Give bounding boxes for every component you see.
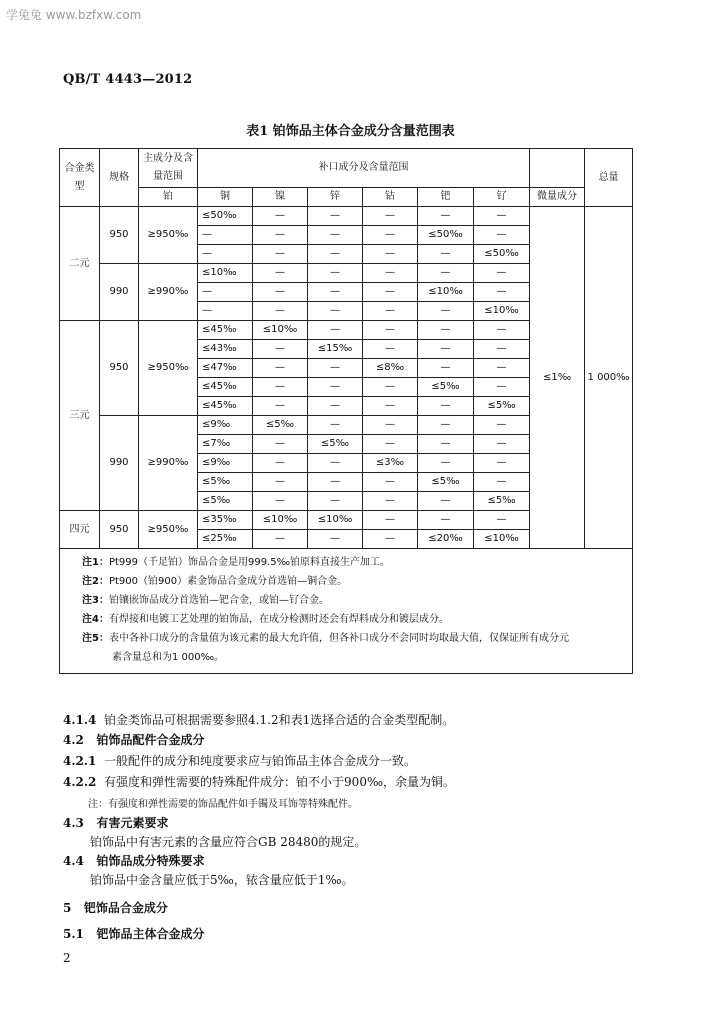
value-cell: — (198, 245, 253, 264)
main-content-cell: ≥950‰ (139, 207, 198, 264)
spec-cell: 990 (100, 264, 139, 321)
value-cell: — (363, 283, 418, 302)
alloy-composition-table (59, 148, 633, 674)
value-cell: ≤20‰ (418, 530, 474, 549)
section-4-3-heading: 4.3 有害元素要求 (63, 816, 169, 830)
value-cell: — (363, 492, 418, 511)
table-row (60, 207, 633, 226)
value-cell: — (474, 340, 530, 359)
value-cell: ≤50‰ (474, 245, 530, 264)
value-cell: — (474, 359, 530, 378)
header-trace: 微量成分 (530, 188, 585, 207)
main-content-cell: ≥990‰ (139, 264, 198, 321)
value-cell: ≤5‰ (308, 435, 363, 454)
value-cell: ≤5‰ (198, 473, 253, 492)
header-ni: 镍 (253, 188, 308, 207)
note-label: 注2： (82, 576, 109, 587)
value-cell: ≤43‰ (198, 340, 253, 359)
header-cu: 铜 (198, 188, 253, 207)
value-cell: — (474, 264, 530, 283)
value-cell: — (363, 245, 418, 264)
note-text: Pt999（千足铂）饰品合金是用999.5‰铂原料直接生产加工。 (108, 557, 391, 568)
value-cell: — (418, 492, 474, 511)
value-cell: ≤5‰ (198, 492, 253, 511)
value-cell: ≤10‰ (198, 264, 253, 283)
value-cell: — (308, 226, 363, 245)
section-4-4-body: 铂饰品中金含量应低于5‰，铱含量应低于1‰。 (90, 873, 354, 887)
section-4-3-body: 铂饰品中有害元素的含量应符合GB 28480的规定。 (90, 835, 367, 849)
value-cell: — (474, 378, 530, 397)
header-trace-top (530, 149, 585, 188)
value-cell: — (363, 207, 418, 226)
value-cell: ≤9‰ (198, 454, 253, 473)
main-content-cell: ≥950‰ (139, 321, 198, 416)
value-cell: — (308, 492, 363, 511)
value-cell: — (253, 435, 308, 454)
value-cell: — (418, 207, 474, 226)
table-note (82, 553, 624, 572)
value-cell: — (363, 340, 418, 359)
trace-cell: ≤1‰ (530, 207, 585, 549)
value-cell: ≤47‰ (198, 359, 253, 378)
value-cell: — (363, 264, 418, 283)
alloy-type-cell: 三元 (60, 321, 100, 511)
value-cell: ≤3‰ (363, 454, 418, 473)
value-cell: — (363, 511, 418, 530)
header-spec: 规格 (100, 149, 139, 207)
note-label: 注5： (82, 633, 109, 644)
note-4-2-2: 注：有强度和弹性需要的饰品配件如手镯及耳饰等特殊配件。 (88, 799, 358, 810)
value-cell: — (253, 207, 308, 226)
section-4-2-1: 4.2.1 一般配件的成分和纯度要求应与铂饰品主体合金成分一致。 (63, 754, 417, 768)
value-cell: — (253, 226, 308, 245)
section-4-2-heading: 4.2 铂饰品配件合金成分 (63, 733, 205, 747)
note-text: 铂镶嵌饰品成分首选铂—钯合金，或铂—钌合金。 (108, 595, 329, 606)
note-text: 有焊接和电镀工艺处理的铂饰品，在成分检测时还会有焊料成分和镀层成分。 (108, 614, 449, 625)
alloy-type-cell: 二元 (60, 207, 100, 321)
value-cell: — (418, 340, 474, 359)
value-cell: — (253, 397, 308, 416)
value-cell: ≤45‰ (198, 378, 253, 397)
value-cell: — (253, 530, 308, 549)
value-cell: — (308, 378, 363, 397)
table-notes (60, 549, 633, 674)
value-cell: ≤7‰ (198, 435, 253, 454)
value-cell: ≤50‰ (198, 207, 253, 226)
value-cell: — (363, 473, 418, 492)
value-cell: — (363, 226, 418, 245)
watermark: 学兔兔 www.bzfxw.com (6, 8, 142, 22)
value-cell: — (418, 321, 474, 340)
value-cell: — (308, 245, 363, 264)
value-cell: — (308, 397, 363, 416)
main-content-cell: ≥990‰ (139, 416, 198, 511)
header-ru: 钌 (474, 188, 530, 207)
value-cell: — (474, 416, 530, 435)
value-cell: ≤5‰ (253, 416, 308, 435)
value-cell: — (363, 302, 418, 321)
main-content-cell: ≥950‰ (139, 511, 198, 549)
value-cell: — (308, 530, 363, 549)
header-co: 钴 (363, 188, 418, 207)
spec-cell: 950 (100, 321, 139, 416)
section-4-2-2: 4.2.2 有强度和弹性需要的特殊配件成分：铂不小于900‰，余量为铜。 (63, 775, 456, 789)
value-cell: — (474, 473, 530, 492)
value-cell: ≤5‰ (474, 492, 530, 511)
spec-cell: 990 (100, 416, 139, 511)
value-cell: ≤45‰ (198, 321, 253, 340)
note-label: 注4： (82, 614, 109, 625)
value-cell: — (198, 302, 253, 321)
header-filler: 补口成分及含量范围 (198, 149, 530, 188)
value-cell: — (363, 416, 418, 435)
value-cell: — (253, 454, 308, 473)
value-cell: — (308, 283, 363, 302)
value-cell: — (363, 397, 418, 416)
value-cell: — (308, 321, 363, 340)
value-cell: ≤9‰ (198, 416, 253, 435)
value-cell: — (363, 321, 418, 340)
value-cell: — (308, 264, 363, 283)
value-cell: ≤35‰ (198, 511, 253, 530)
section-4-4-heading: 4.4 铂饰品成分特殊要求 (63, 854, 205, 868)
value-cell: — (474, 511, 530, 530)
header-alloy-type: 合金类型 (60, 149, 100, 207)
table-note (82, 591, 624, 610)
value-cell: — (418, 416, 474, 435)
value-cell: — (474, 321, 530, 340)
table-note (82, 610, 624, 629)
value-cell: ≤10‰ (308, 511, 363, 530)
value-cell: — (418, 245, 474, 264)
section-5-heading: 5 钯饰品合金成分 (63, 901, 168, 915)
value-cell: — (418, 264, 474, 283)
value-cell: ≤10‰ (474, 530, 530, 549)
value-cell: — (198, 283, 253, 302)
spec-cell: 950 (100, 207, 139, 264)
value-cell: — (308, 359, 363, 378)
note-label: 注3： (82, 595, 109, 606)
value-cell: ≤5‰ (418, 378, 474, 397)
table-title: 表1 铂饰品主体合金成分含量范围表 (246, 124, 455, 139)
value-cell: — (474, 226, 530, 245)
value-cell: ≤5‰ (474, 397, 530, 416)
value-cell: ≤10‰ (474, 302, 530, 321)
value-cell: — (308, 207, 363, 226)
value-cell: — (474, 207, 530, 226)
value-cell: — (308, 302, 363, 321)
value-cell: — (418, 397, 474, 416)
value-cell: — (363, 435, 418, 454)
note-text: 表中各补口成分的含量值为该元素的最大允许值，但各补口成分不会同时均取最大值，仅保证所有成分元 (108, 633, 569, 644)
value-cell: — (308, 473, 363, 492)
value-cell: — (253, 492, 308, 511)
value-cell: ≤10‰ (418, 283, 474, 302)
value-cell: ≤10‰ (253, 511, 308, 530)
notes-row (60, 549, 633, 674)
value-cell: — (308, 454, 363, 473)
value-cell: ≤10‰ (253, 321, 308, 340)
value-cell: — (474, 435, 530, 454)
table-note (82, 572, 624, 591)
header-main-comp: 主成分及含量范围 (139, 149, 198, 188)
value-cell: — (418, 359, 474, 378)
value-cell: — (253, 378, 308, 397)
value-cell: — (253, 283, 308, 302)
value-cell: — (253, 245, 308, 264)
section-5-1-heading: 5.1 钯饰品主体合金成分 (63, 927, 205, 941)
header-total: 总量 (585, 149, 633, 207)
standard-id: QB/T 4443—2012 (63, 72, 193, 87)
value-cell: — (474, 454, 530, 473)
value-cell: — (253, 473, 308, 492)
value-cell: ≤45‰ (198, 397, 253, 416)
value-cell: — (253, 264, 308, 283)
value-cell: ≤15‰ (308, 340, 363, 359)
value-cell: — (418, 511, 474, 530)
table-note-continuation: 素含量总和为1 000‰。 (112, 652, 225, 663)
value-cell: — (363, 378, 418, 397)
value-cell: — (474, 283, 530, 302)
value-cell: ≤8‰ (363, 359, 418, 378)
value-cell: — (308, 416, 363, 435)
value-cell: — (198, 226, 253, 245)
alloy-type-cell: 四元 (60, 511, 100, 549)
header-pt: 铂 (139, 188, 198, 207)
table-note (82, 629, 624, 648)
total-cell: 1 000‰ (585, 207, 633, 549)
value-cell: ≤5‰ (418, 473, 474, 492)
page-number: 2 (63, 951, 71, 965)
value-cell: — (418, 435, 474, 454)
value-cell: — (253, 302, 308, 321)
value-cell: ≤25‰ (198, 530, 253, 549)
section-4-1-4: 4.1.4 铂金类饰品可根据需要参照4.1.2和表1选择合适的合金类型配制。 (63, 713, 455, 727)
value-cell: — (418, 454, 474, 473)
value-cell: ≤50‰ (418, 226, 474, 245)
header-zn: 锌 (308, 188, 363, 207)
spec-cell: 950 (100, 511, 139, 549)
note-text: Pt900（铂900）素金饰品合金成分首选铂—铜合金。 (108, 576, 348, 587)
note-label: 注1： (82, 557, 109, 568)
header-pd: 钯 (418, 188, 474, 207)
value-cell: — (363, 530, 418, 549)
value-cell: — (418, 302, 474, 321)
value-cell: — (253, 359, 308, 378)
value-cell: — (253, 340, 308, 359)
